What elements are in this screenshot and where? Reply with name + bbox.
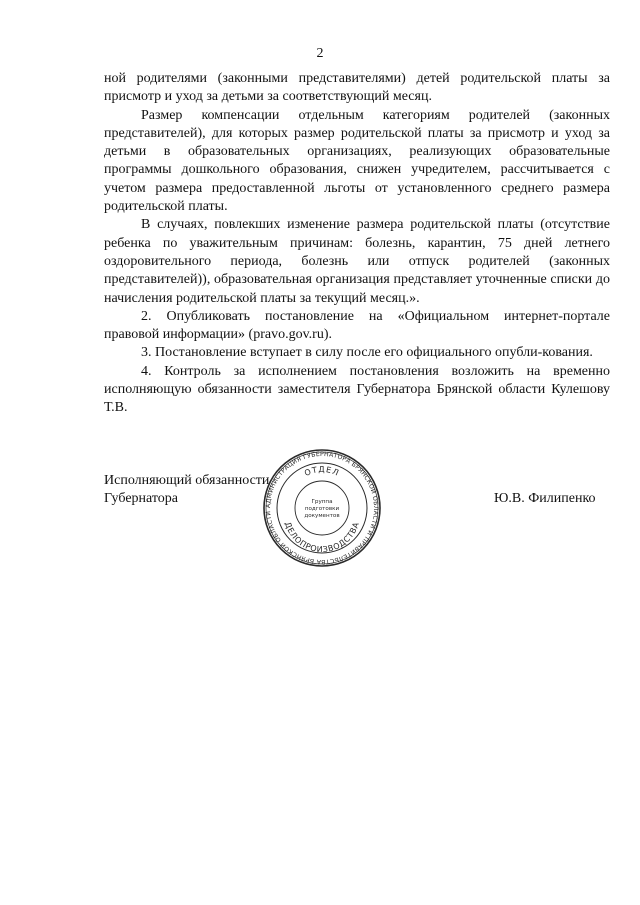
paragraph-changes: В случаях, повлекших изменение размера родительской платы (отсутствие ребенка по уважительным причинам: болезнь, карантин, 75 дней летнего оздоровительного периода, болезнь или отпуск родителей (законных представителей)), образовательная организация представляет уточненные списки до начисления родительской платы за текущий месяц.». [104,217,610,306]
paragraph-control: 4. Контроль за исполнением постановления возложить на временно исполняющую обязанности заместителя Губернатора Брянской области Кулешову Т.В. [104,363,610,416]
signatory-title-line1: Исполняющий обязанности [104,473,270,488]
signatory-name: Ю.В. Филипенко [494,491,596,506]
paragraph-continuation: ной родителями (законными представителями) детей родительской платы за присмотр и уход за детьми за соответствующий месяц. [104,71,610,105]
signatory-title-line2: Губернатора [104,491,179,506]
paragraph-compensation: Размер компенсации отдельным категориям родителей (законных представителей), для которых размер родительской платы за присмотр и уход за детьми в образовательных организациях, реализующих образовательные программы дошкольного образования, снижен учредителем, рассчитывается с учетом размера предоставленной льготы от установленного среднего размера родительской платы. [104,107,610,215]
stamp-dept-top: ОТДЕЛ [303,464,341,478]
signatory-title [104,472,269,508]
stamp-dept-bottom: ДЕЛОПРОИЗВОДСТВА [283,520,361,555]
stamp-center-line2: подготовки [304,506,340,512]
paragraph-effective: 3. Постановление вступает в силу после его официального опубли-кования. [141,345,593,361]
official-stamp [262,448,382,568]
paragraph-publish: 2. Опубликовать постановление на «Официальном интернет-портале правовой информации» (pravo.gov.ru). [104,308,610,343]
document-body [104,70,610,418]
page-number: 2 [316,46,324,61]
stamp-outer-text: АДМИНИСТРАЦИЯ ГУБЕРНАТОРА БРЯНСКОЙ ОБЛАСТИ И ПРАВИТЕЛЬСТВА БРЯНСКОЙ ОБЛАСТИ [264,450,380,566]
stamp-center-line1: Группа [311,499,333,505]
stamp-center-line3: документов [304,513,340,519]
